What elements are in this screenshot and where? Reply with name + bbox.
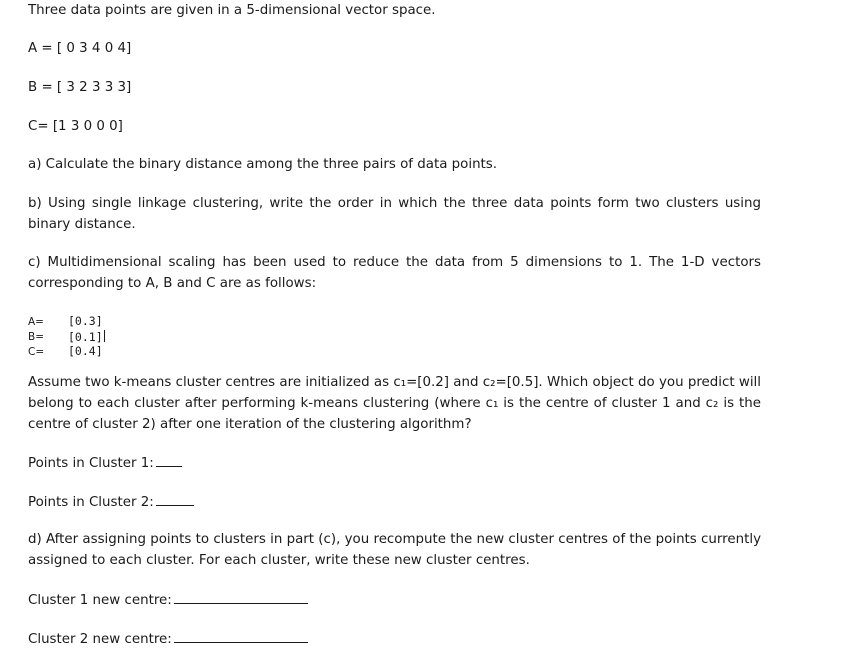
reduced-a-label: A= [28,316,44,328]
reduced-b-row [68,330,105,343]
question-b: b) Using single linkage clustering, write the order in which the three data points form two clusters using binary distance. [28,196,761,232]
intro-text: Three data points are given in a 5-dimensional vector space. [28,3,436,18]
cluster1-centre-label: Cluster 1 new centre: [28,593,172,608]
cluster1-points-row [28,452,182,474]
reduced-b-label: B= [28,331,45,343]
reduced-a-value: [0.3] [68,314,103,328]
question-c-assume: Assume two k-means cluster centres are initialized as c₁=[0.2] and c₂=[0.5]. Which object do you predict will belong to each cluster after performing k-means clustering (where c₁ is the centre of cluster 1 and c₂ is the centre of cluster 2) after one iteration of the clustering algorithm? [28,375,761,432]
cluster1-centre-row [28,589,308,611]
cluster1-centre-blank[interactable] [174,589,308,604]
reduced-b-value: [0.1] [68,330,103,344]
question-c-intro: c) Multidimensional scaling has been used to reduce the data from 5 dimensions to 1. The 1-D vectors corresponding to A, B and C are as follows: [28,255,761,291]
reduced-c-value: [0.4] [68,344,103,358]
vector-c: C= [1 3 0 0 0] [28,119,123,134]
text-cursor [104,330,105,342]
cluster2-centre-label: Cluster 2 new centre: [28,632,172,647]
cluster2-points-blank[interactable] [156,491,194,506]
question-a: a) Calculate the binary distance among the three pairs of data points. [28,157,498,172]
cluster2-points-row [28,491,194,513]
cluster1-points-label: Points in Cluster 1: [28,456,154,471]
cluster2-points-label: Points in Cluster 2: [28,495,154,510]
reduced-c-label: C= [28,346,45,358]
cluster2-centre-blank[interactable] [174,628,308,643]
cluster1-points-blank[interactable] [156,452,182,467]
cluster2-centre-row [28,628,308,650]
vector-b: B = [ 3 2 3 3 3] [28,80,132,95]
vector-a: A = [ 0 3 4 0 4] [28,41,132,56]
question-d: d) After assigning points to clusters in part (c), you recompute the new cluster centres of the points currently assigned to each cluster. For each cluster, write these new cluster centres. [28,532,761,568]
